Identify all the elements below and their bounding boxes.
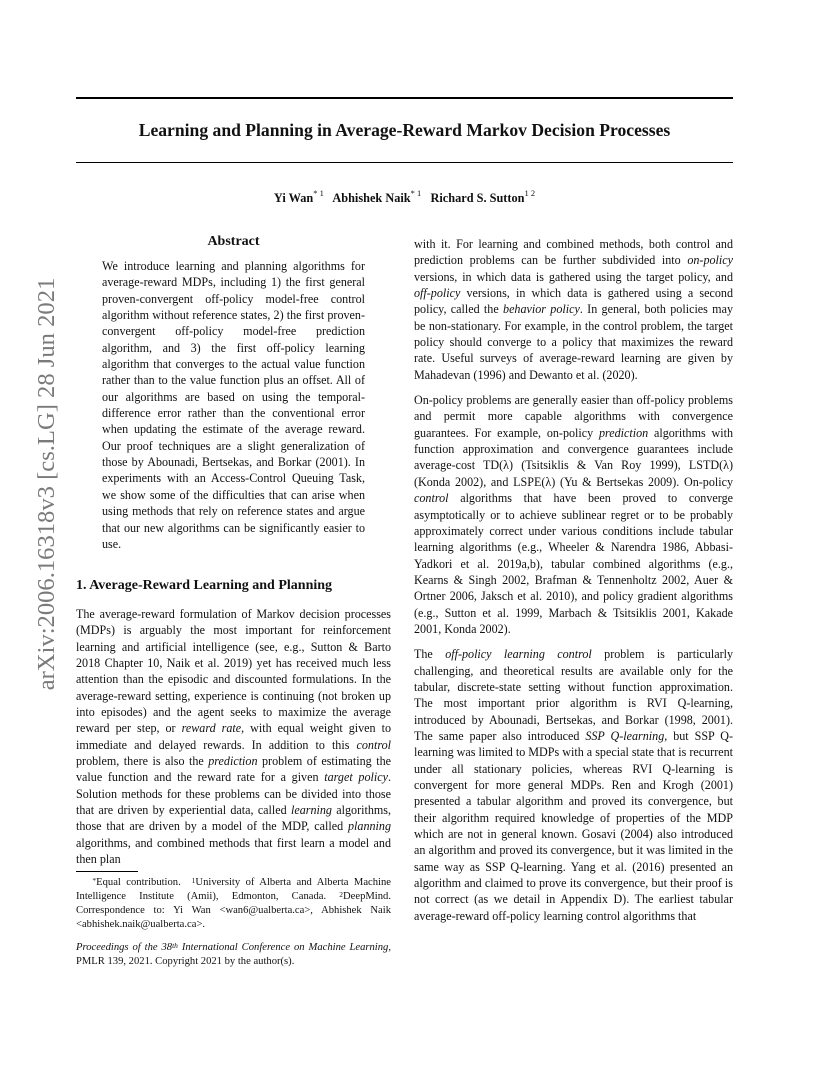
author-affiliation-mark: * 1 [410, 188, 422, 198]
author-name: Abhishek Naik [332, 191, 411, 205]
paper-title: Learning and Planning in Average-Reward Markov Decision Processes [138, 120, 671, 140]
section-heading: 1. Average-Reward Learning and Planning [76, 578, 333, 593]
author-list [76, 188, 733, 206]
right-column [414, 236, 733, 924]
section-body [76, 606, 391, 868]
author-affiliation-mark: * 1 [313, 188, 324, 198]
footnote: *Equal contribution. $^1$University of Alberta and Alberta Machine Intelligence Institute (Amii), Edmonton, Canada. $^2$DeepMind. Correspondence to: Yi Wan <wan6@ualberta.ca>, Abhishek Naik <abhishek.naik@ualberta.ca>. [76, 876, 391, 930]
arxiv-identifier: arXiv:2006.16318v3 [cs.LG] 28 Jun 2021 [33, 277, 60, 691]
title-rule-bottom [76, 162, 733, 163]
author-name: Yi Wan [273, 191, 314, 205]
proceedings-note: Proceedings of the 38th International Conference on Machine Learning, PMLR 139, 2021. Copyright 2021 by the author(s). [76, 941, 391, 967]
author-name: Richard S. Sutton [430, 191, 525, 205]
paragraph: The off-policy learning control problem is particularly challenging, and theoretical results are available only for the tabular, discrete-state setting without function approximation. The most important prior algorithm is RVI Q-learning, introduced by Abounadi, Bertsekas, and Borkar (1998, 2001). The same paper also introduced SSP Q-learning, but SSP Q-learning was limited to MDPs with a special state that is recurrent under all stationary policies, whereas RVI Q-learning is convergent for more general MDPs. Ren and Krogh (2001) presented a tabular algorithm and proved its convergence, but their algorithm required knowledge of properties of the MDP which are not in general known. Gosavi (2004) also introduced an algorithm and proved its convergence, but it was limited in the same way as SSP Q-learning. Yang et al. (2016) presented an algorithm and claimed to prove its convergence, but their proof is not correct (as we detail in Appendix D). The earliest tabular average-reward off-policy learning control algorithms that [414, 647, 734, 923]
abstract-heading: Abstract [207, 234, 260, 249]
paragraph: On-policy problems are generally easier than off-policy problems and permit more capable algorithms with convergence guarantees. For example, on-policy prediction algorithms with function approximation and convergence guarantees include average-cost TD(λ) (Tsitsiklis & Van Roy 1999), LSTD(λ) (Konda 2002), and LSPE(λ) (Yu & Bertsekas 2009). On-policy control algorithms that have been proved to converge asymptotically or to achieve sublinear regret or to be probably approximately correct under various conditions include tabular learning algorithms (e.g., Wheeler & Narendra 1986, Abbasi-Yadkori et al. 2019a,b), tabular combined algorithms (e.g., Kearns & Singh 2002, Brafman & Tennenholtz 2002, Auer & Ortner 2006, Jaksch et al. 2010), and policy gradient algorithms (e.g., Sutton et al. 1999, Marbach & Tsitsiklis 2001, Kakade 2001, Konda 2002). [414, 393, 733, 636]
abstract-text: We introduce learning and planning algorithms for average-reward MDPs, including 1) the first general proven-convergent off-policy model-free control algorithm without reference states, 2) the first proven-convergent off-policy model-free prediction algorithm, and 3) the first off-policy learning algorithm that converges to the actual value function rather than to the value function plus an offset. All of our algorithms are based on using the temporal-difference error rather than the conventional error when updating the estimate of the average reward. Our proof techniques are a slight generalization of those by Abounadi, Bertsekas, and Borkar (2001). In experiments with an Access-Control Queuing Task, we show some of the difficulties that can arise when using methods that rely on reference states and argue that our new algorithms can be significantly easier to use. [102, 259, 365, 551]
paragraph: with it. For learning and combined methods, both control and prediction problems can be further subdivided into on-policy versions, in which data is gathered using the target policy, and off-policy versions, in which data is gathered using a second policy, called the behavior policy. In general, both policies may be non-stationary. For example, in the control problem, the target policy should converge to a policy that maximizes the reward rate. Useful surveys of average-reward learning are given by Mahadevan (1996) and Dewanto et al. (2020). [414, 237, 734, 382]
footnote-rule [76, 871, 138, 872]
paragraph: The average-reward formulation of Markov decision processes (MDPs) is arguably the most important for reinforcement learning and artificial intelligence (see, e.g., Sutton & Barto 2018 Chapter 10, Naik et al. 2019) yet has received much less attention than the episodic and discounted formulations. In the average-reward setting, experience is continuing (not broken up into episodes) and the agent seeks to maximize the average reward per step, or reward rate, with equal weight given to immediate and delayed rewards. In addition to this control problem, there is also the prediction problem of estimating the value function and the reward rate for a given target policy. Solution methods for these problems can be divided into those that are driven by experiential data, called learning algorithms, those that are driven by a model of the MDP, called planning algorithms, and combined methods that first learn a model and then plan [76, 607, 392, 867]
title-rule-top [76, 97, 733, 99]
author-affiliation-mark: 1 2 [524, 188, 536, 198]
